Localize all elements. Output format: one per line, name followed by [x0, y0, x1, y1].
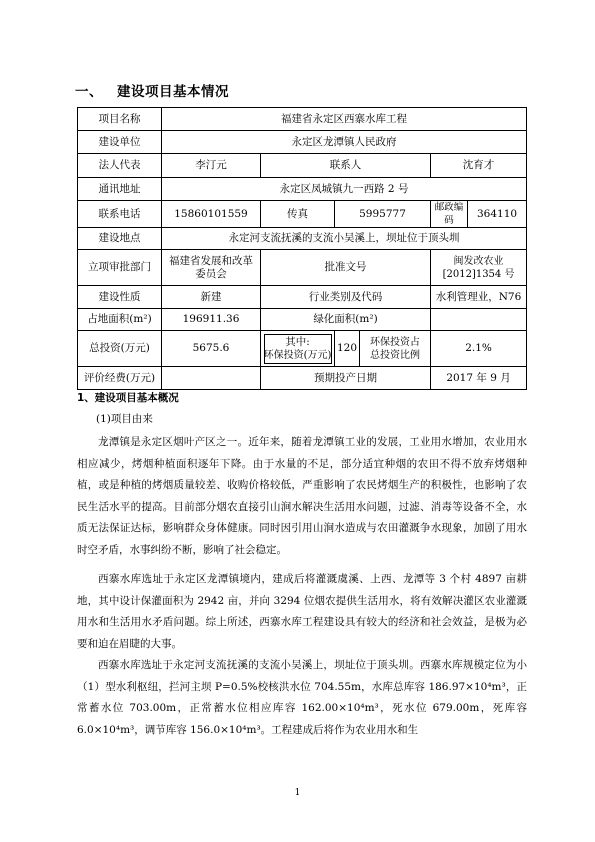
label-approval-doc: 批准文号: [261, 250, 431, 286]
table-row: [78, 250, 527, 286]
value-env-investment: 120: [335, 331, 360, 366]
value-approval-doc: 闽发改农业[2012]1354 号: [431, 250, 527, 286]
table-row: [78, 331, 527, 367]
value-review-cost: [162, 367, 261, 390]
value-location: 永定河支流抚溪的支流小吴溪上，坝址位于顶头圳: [162, 228, 527, 250]
value-project-name: 福建省永定区西寨水库工程: [162, 108, 527, 131]
value-builder: 永定区龙潭镇人民政府: [162, 131, 527, 154]
label-area: 占地面积(m²): [78, 309, 162, 331]
table-row: [78, 367, 527, 390]
label-contact: 联系人: [261, 154, 431, 178]
table-row: [78, 108, 527, 131]
label-address: 通讯地址: [78, 178, 162, 201]
value-contact: 沈育才: [431, 154, 527, 178]
label-investment: 总投资(万元): [78, 331, 162, 367]
table-row: [78, 309, 527, 331]
label-legal-rep: 法人代表: [78, 154, 162, 178]
heading-number: 一、: [75, 84, 103, 100]
label-env-investment-line2: 环保投资(万元): [263, 349, 332, 361]
label-ratio-line2: 总投资比例: [370, 349, 420, 361]
section-heading: [75, 80, 229, 100]
value-date: 2017 年 9 月: [431, 367, 527, 390]
item-heading: (1)项目由来: [96, 413, 153, 425]
label-ratio: [360, 331, 430, 366]
label-approval: 立项审批部门: [78, 250, 162, 286]
value-fax: 5995777: [335, 201, 431, 228]
label-date: 预期投产日期: [261, 367, 431, 390]
page-number: 1: [294, 788, 301, 798]
table-row: [78, 131, 527, 154]
value-nature: 新建: [162, 286, 261, 309]
label-nature: 建设性质: [78, 286, 162, 309]
table-row: [78, 154, 527, 178]
label-postcode: 邮政编码: [431, 201, 468, 228]
label-fax: 传真: [261, 201, 335, 228]
table-row: [78, 286, 527, 309]
label-env-investment: [261, 331, 335, 367]
value-phone: 15860101559: [162, 201, 261, 228]
overview-heading: 1、建设项目基本概况: [77, 392, 179, 404]
table-row: [78, 228, 527, 250]
label-location: 建设地点: [78, 228, 162, 250]
label-project-name: 项目名称: [78, 108, 162, 131]
paragraph-2: 西寨水库选址于永定区龙潭镇境内，建成后将灌溉虞溪、上西、龙潭等 3 个村 4897 亩耕地，其中设计保灌面积为 2942 亩，并向 3294 位烟农提供生活用水，将有效解决灌区农业灌溉用水和生活用水矛盾问题。综上所述，西寨水库工程建设具有较大的经济和社会效益，是极为必要和迫在眉睫的大事。: [77, 573, 527, 650]
label-category: 行业类别及代码: [261, 286, 431, 309]
label-review-cost: 评价经费(万元): [78, 367, 162, 390]
label-ratio-line1: 环保投资占: [370, 336, 420, 348]
value-green-area: [431, 309, 527, 331]
label-env-investment-line1: 其中:: [285, 335, 310, 348]
value-legal-rep: 李汀元: [162, 154, 261, 178]
env-ratio-group: [335, 331, 431, 367]
paragraph-1: 龙潭镇是永定区烟叶产区之一。近年来，随着龙潭镇工业的发展，工业用水增加，农业用水相应减少，烤烟种植面积逐年下降。由于水量的不足，部分适宜种烟的农田不得不放弃烤烟种植，或是种植的烤烟质量较差、收购价格较低，严重影响了农民烤烟生产的积极性，也影响了农民生活水平的提高。目前部分烟农直接引山涧水解决生活用水问题，过滤、消毒等设备不全，水质无法保证达标，影响群众身体健康。同时因引用山涧水造成与农田灌溉争水现象，加剧了用水时空矛盾，水事纠纷不断，影响了社会稳定。: [77, 436, 527, 556]
value-ratio: 2.1%: [431, 331, 527, 367]
value-category: 水利管理业，N76: [431, 286, 527, 309]
value-address: 永定区凤城镇九一西路 2 号: [162, 178, 527, 201]
label-green-area: 绿化面积(m²): [261, 309, 431, 331]
value-approval: 福建省发展和改革委员会: [162, 250, 261, 286]
value-investment: 5675.6: [162, 331, 261, 367]
table-row: [78, 201, 527, 228]
project-info-table: [77, 107, 527, 390]
value-postcode: 364110: [468, 201, 527, 228]
value-area: 196911.36: [162, 309, 261, 331]
heading-title: 建设项目基本情况: [117, 84, 229, 100]
paragraph-3: 西寨水库选址于永定河支流抚溪的支流小吴溪上，坝址位于顶头圳。西寨水库规模定位为小（1）型水利枢纽，拦河主坝 P=0.5%校核洪水位 704.55m，水库总库容 186.97×10⁴m³，正常蓄水位 703.00m，正常蓄水位相应库容 162.00×10⁴m³，死水位 679.00m，死库容 6.0×10⁴m³，调节库容 156.0×10⁴m³。工程建成后将作为农业用水和生: [77, 659, 527, 736]
label-builder: 建设单位: [78, 131, 162, 154]
table-row: [78, 178, 527, 201]
label-phone: 联系电话: [78, 201, 162, 228]
